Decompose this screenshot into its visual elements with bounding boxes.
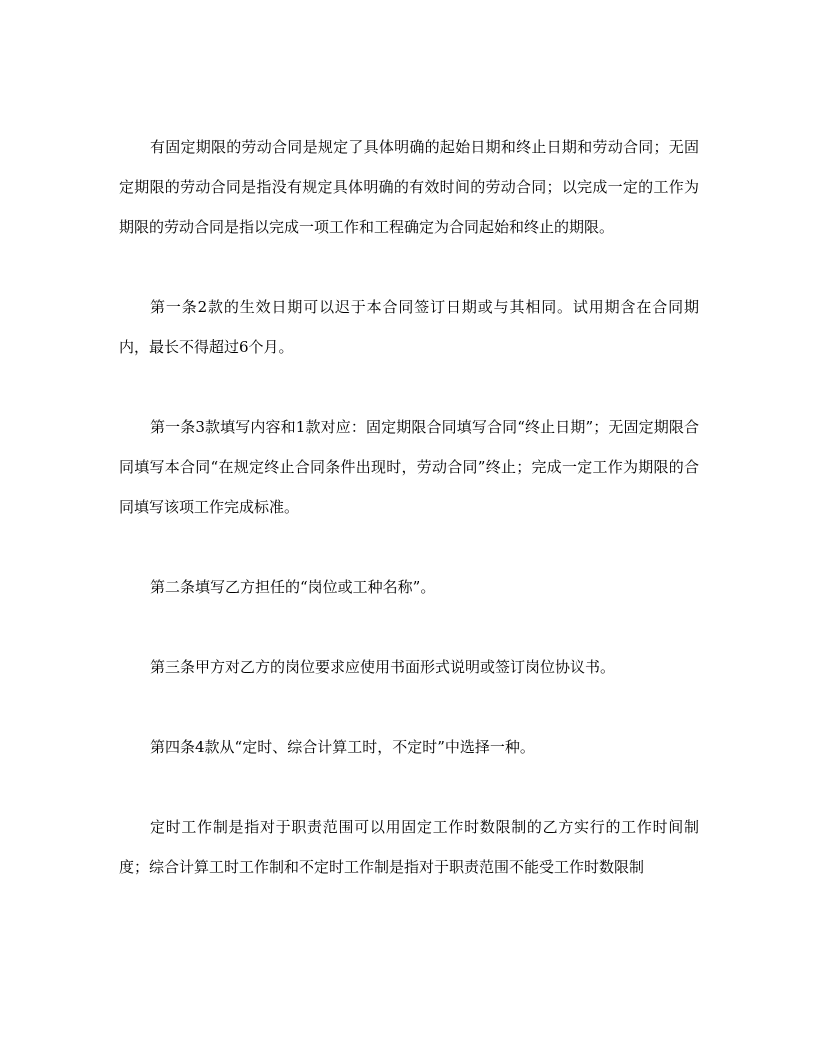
paragraph-gap — [119, 527, 699, 567]
paragraph-article-4-clause-4: 第四条4款从“定时、综合计算工时，不定时”中选择一种。 — [150, 738, 535, 756]
paragraph-gap — [119, 767, 699, 807]
paragraph-gap — [119, 607, 699, 647]
document-body — [119, 127, 699, 887]
paragraph-gap — [119, 687, 699, 727]
paragraph-article-2: 第二条填写乙方担任的“岗位或工种名称”。 — [150, 578, 436, 596]
paragraph-gap — [119, 247, 699, 287]
paragraph-working-hours: 定时工作制是指对于职责范围可以用固定工作时数限制的乙方实行的工作时间制度；综合计算工时工作制和不定时工作制是指对于职责范围不能受工作时数限制 — [119, 818, 699, 876]
paragraph-contract-types: 有固定期限的劳动合同是规定了具体明确的起始日期和终止日期和劳动合同；无固定期限的劳动合同是指没有规定具体明确的有效时间的劳动合同；以完成一定的工作为期限的劳动合同是指以完成一项工作和工程确定为合同起始和终止的期限。 — [119, 138, 699, 236]
paragraph-article-1-clause-2: 第一条2款的生效日期可以迟于本合同签订日期或与其相同。试用期含在合同期内，最长不得超过6个月。 — [119, 298, 699, 356]
paragraph-gap — [119, 367, 699, 407]
paragraph-article-3: 第三条甲方对乙方的岗位要求应使用书面形式说明或签订岗位协议书。 — [150, 658, 616, 676]
paragraph-article-1-clause-3: 第一条3款填写内容和1款对应：固定期限合同填写合同“终止日期”；无固定期限合同填写本合同“在规定终止合同条件出现时，劳动合同”终止；完成一定工作为期限的合同填写该项工作完成标准。 — [119, 418, 699, 516]
